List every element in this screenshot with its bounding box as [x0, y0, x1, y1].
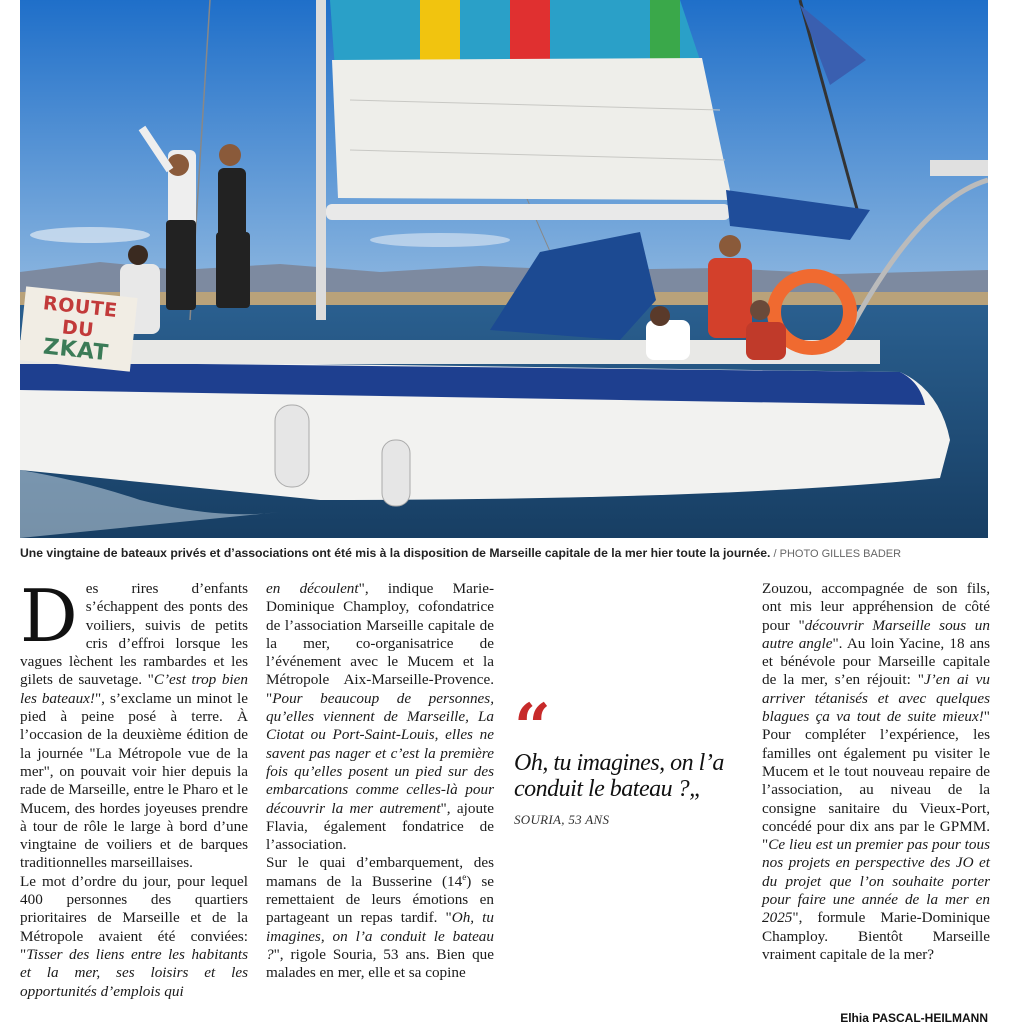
- text-run: ". Au loin Yacine, 18 ans et bénévole pour Marseille capitale de la mer, s’en réjouit: ": [762, 634, 990, 689]
- quote-mark-icon: “: [514, 690, 545, 765]
- article-photo: [20, 0, 988, 538]
- text-run: ", rigole Souria, 53 ans. Bien que malades en mer, elle et sa copine: [266, 945, 494, 982]
- protest-banner: [20, 286, 138, 371]
- author-byline: Elhia PASCAL-HEILMANN: [840, 1011, 988, 1025]
- quote-run: C’est trop bien les bateaux!: [20, 671, 248, 707]
- drop-cap: D: [20, 574, 78, 658]
- paragraph: [20, 873, 248, 1001]
- superscript: e: [462, 871, 467, 882]
- quote-run: Ce lieu est un premier pas pour tous nos projets en perspective des JO et du projet que l’on souhaite porter pour faire une année de la mer en 2025: [762, 836, 990, 927]
- pull-quote-author: SOURIA, 53 ANS: [514, 812, 610, 827]
- caption-text: Une vingtaine de bateaux privés et d’associations ont été mis à la disposition de Marseille capitale de la mer hier toute la journée.: [20, 546, 771, 560]
- paragraph: [266, 854, 494, 982]
- text-run: ", formule Marie-Dominique Champloy. Bientôt Marseille vraiment capitale de la mer?: [762, 909, 990, 963]
- quote-run: Pour beaucoup de personnes, qu’elles viennent de Marseille, La Ciotat ou Port-Saint-Louis, elles ne savent pas nager et c’est la première fois qu’elles posent un pied sur des embarcations comme celles-là pour découvrir la mer autrement: [266, 689, 494, 817]
- pull-quote-text: Oh, tu imagines, on l’a conduit le bateau ?„: [514, 750, 724, 802]
- photo-credit: / PHOTO GILLES BADER: [770, 548, 902, 560]
- quote-run: découvrir Marseille sous un autre angle: [762, 616, 990, 652]
- text-run: ) se remettaient de leurs émotions en partageant un repas tardif. ": [266, 872, 494, 927]
- text-run: ", ajoute Flavia, également fondatrice de l’association.: [266, 799, 494, 854]
- text-run: Zouzou, accompagnée de son fils, ont mis leur appréhension de côté pour ": [762, 580, 990, 634]
- text-run: Sur le quai d’embarquement, des mamans de la Busserine (14: [266, 854, 494, 890]
- text-run: ", s’exclame un minot le pied à peine posé à terre. À l’occasion de la deuxième édition de la journée "La Métropole vue de la mer", on pouvait voir hier depuis la rade de Marseille, entre le Pharo et le Mucem, des hordes joyeuses prendre à tour de rôle le large à bord d’une vingtaine de voiliers et de barques traditionnelles marseillaises.: [20, 689, 248, 872]
- article-column-4: [762, 580, 990, 964]
- article-column-2: [266, 580, 494, 983]
- quote-run: Oh, tu imagines, on l’a conduit le bateau ?: [266, 909, 494, 963]
- quote-run: J’en ai vu arriver tétanisés et avec quelques blagues ça va tout de suite mieux!: [762, 671, 991, 726]
- text-run: es rires d’enfants s’échappent des ponts des voiliers, suivis de petits cris d’effroi lorsque les vagues lèchent les rambardes et les gilets de sauvetage. ": [20, 580, 248, 689]
- paragraph: [762, 580, 990, 964]
- text-run: ", indique Marie-Dominique Champloy, cofondatrice de l’association Marseille capitale de la mer, co-organisatrice de l’événement avec le Mucem et la Métropole Aix-Marseille-Provence. ": [266, 580, 494, 707]
- pull-quote: [514, 690, 744, 828]
- paragraph: [266, 580, 494, 854]
- sailboat-illustration: [20, 0, 988, 538]
- photo-caption: [20, 546, 988, 560]
- banner-line-2: ZKAT: [41, 334, 110, 367]
- quote-run: Tisser des liens entre les habitants et la mer, ses loisirs et les opportunités d’emplois qui: [20, 945, 248, 1000]
- quote-run: en découlent: [266, 580, 359, 597]
- banner-line-1: ROUTE DU: [42, 292, 119, 342]
- article-column-1: [20, 574, 248, 1001]
- paragraph: [20, 574, 248, 873]
- text-run: " Pour compléter l’expérience, les familles ont également pu visiter le Mucem et le tout nouveau repaire de l’association, au niveau de la consigne sanitaire du Vieux-Port, concédé pour dix ans par le GPMM. ": [762, 708, 990, 854]
- text-run: Le mot d’ordre du jour, pour lequel 400 personnes des quartiers prioritaires de Marseille et de la Métropole avaient été conviées: ": [20, 872, 248, 963]
